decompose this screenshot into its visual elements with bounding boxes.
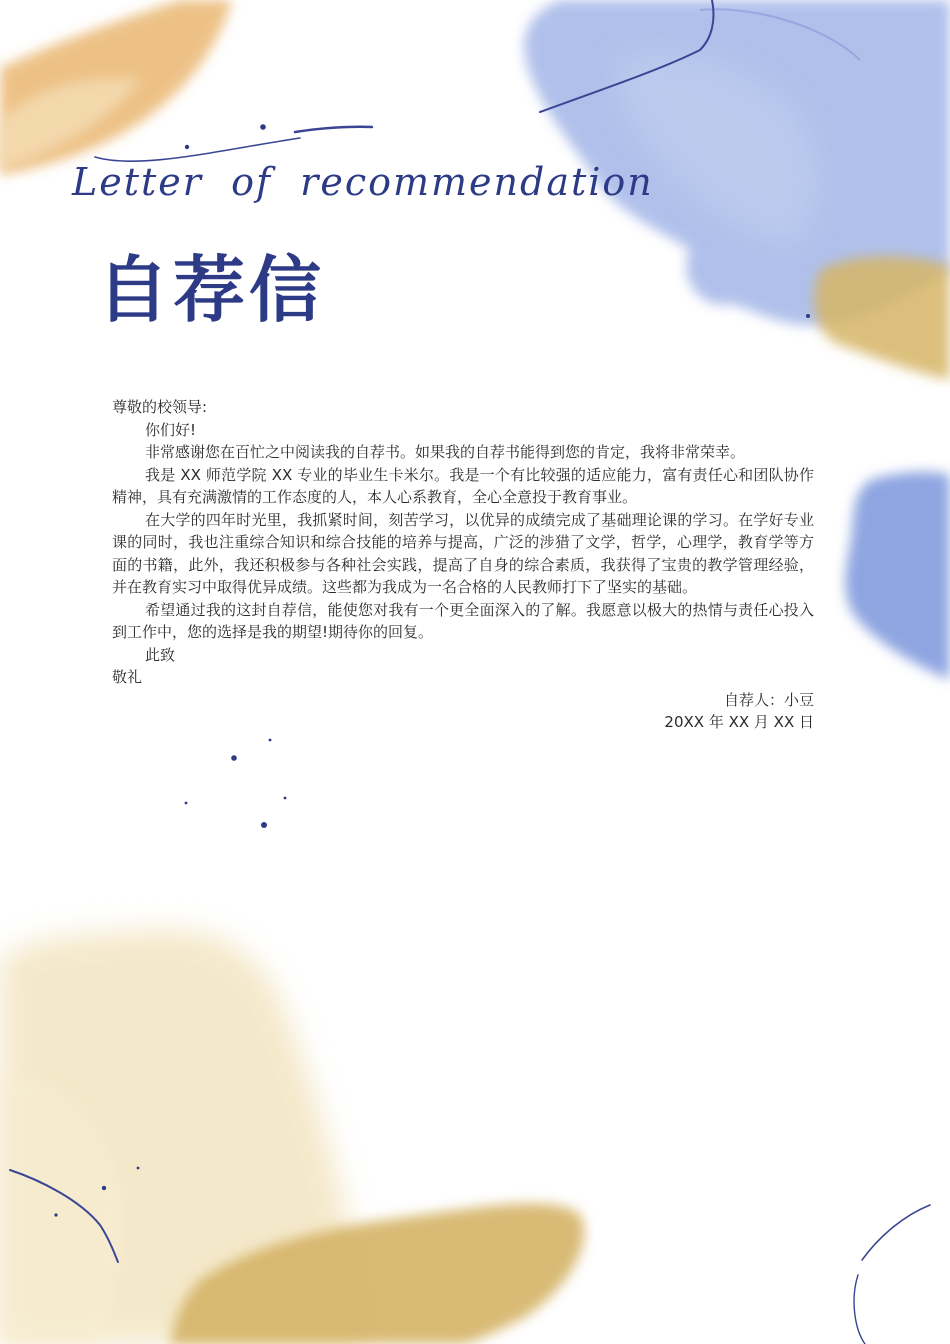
- signature: 自荐人：小豆: [723, 690, 814, 709]
- closing-line-1: 此致: [145, 645, 176, 664]
- letter-body: [112, 396, 814, 734]
- salutation: 尊敬的校领导:: [112, 398, 208, 416]
- blue-splash-right: [845, 472, 950, 680]
- date: 20XX 年 XX 月 XX 日: [664, 713, 814, 731]
- paragraph-4: 希望通过我的这封自荐信，能使您对我有一个更全面深入的了解。我愿意以极大的热情与责任心投入到工作中，您的选择是我的期望!期待你的回复。: [112, 600, 814, 641]
- paragraph-1: 非常感谢您在百忙之中阅读我的自荐书。如果我的自荐书能得到您的肯定，我将非常荣幸。: [145, 443, 746, 461]
- greeting: 你们好!: [145, 420, 197, 439]
- gold-watercolor-right: [814, 256, 950, 380]
- paragraph-2: 我是 XX 师范学院 XX 专业的毕业生卡米尔。我是一个有比较强的适应能力，富有责任心和团队协作精神，具有充满激情的工作态度的人，本人心系教育，全心全意投于教育事业。: [112, 465, 814, 506]
- orange-watercolor-top-left: [0, 0, 232, 175]
- page-title: 自荐信: [97, 248, 326, 332]
- closing-line-2: 敬礼: [112, 668, 143, 686]
- script-title: Letter of recommendation: [72, 160, 654, 204]
- paragraph-3: 在大学的四年时光里，我抓紧时间，刻苦学习，以优异的成绩完成了基础理论课的学习。在学好专业课的同时，我也注重综合知识和综合技能的培养与提高，广泛的涉猎了文学，哲学，心理学，教育学等方面的书籍，此外，我还积极参与各种社会实践，提高了自身的综合素质，我获得了宝贵的教学管理经验，并在教育实习中取得优异成绩。这些都为我成为一名合格的人民教师打下了坚实的基础。: [112, 510, 814, 596]
